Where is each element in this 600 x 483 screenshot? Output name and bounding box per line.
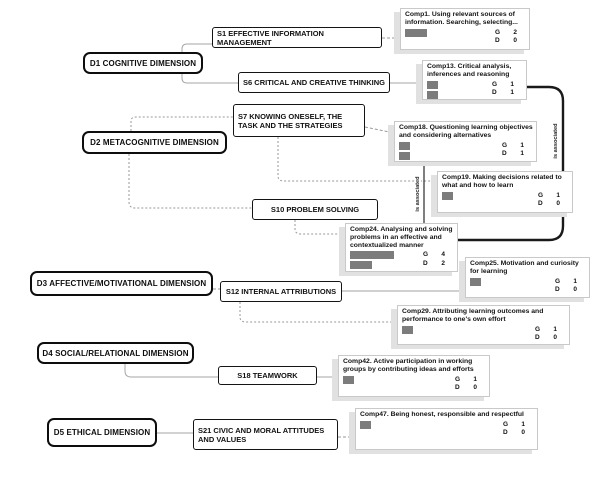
d-label: D [538,200,543,208]
groundedness-density-bars [405,29,427,39]
node-label: D1 COGNITIVE DIMENSION [89,58,197,68]
d-label: D [535,334,540,342]
g-label: G [535,325,541,333]
g-label: G [423,251,429,259]
node-comp13[interactable] [422,60,527,100]
competency-title: Comp13. Critical analysis, inferences and reasoning [427,63,512,78]
node-s21-civic-moral-attitudes[interactable] [193,419,338,450]
d-value: 0 [556,200,560,208]
node-s10-problem-solving[interactable] [252,199,378,220]
value-bar [442,192,453,200]
node-label: S10 PROBLEM SOLVING [270,205,360,214]
node-d3-affective-motivational-dimension[interactable] [30,271,213,296]
d-value: 0 [553,334,557,342]
d-value: 0 [521,429,525,437]
competency-title: Comp24. Analysing and solving problems in an effective and contextualized manner [350,226,453,249]
competency-title: Comp18. Questioning learning objectives and considering alternatives [399,124,533,139]
node-label: D4 SOCIAL/RELATIONAL DIMENSION [42,348,189,358]
d-label: D [495,37,500,45]
groundedness-density-bars [350,251,394,271]
g-value: 1 [473,375,477,383]
node-label: S6 CRITICAL AND CREATIVE THINKING [243,78,385,87]
value-bar [350,261,372,269]
d-label: D [502,150,507,158]
node-comp47[interactable] [355,408,538,450]
g-label: G [503,420,509,428]
node-s6-critical-creative-thinking[interactable] [238,72,390,93]
node-comp25[interactable] [465,257,590,298]
d-label: D [555,286,560,294]
node-s7-knowing-oneself[interactable] [233,104,365,137]
node-comp24[interactable] [345,223,458,272]
d-label: D [492,89,497,97]
value-bar [427,91,438,99]
value-bar [399,142,410,150]
d-value: 1 [520,150,524,158]
connector-s7-comp18 [365,127,394,133]
d-label: D [423,259,428,267]
groundedness-density-bars [360,421,371,431]
g-value: 1 [573,277,577,285]
connector-comp13-comp24 [458,87,563,240]
d-value: 0 [573,286,577,294]
value-bar [470,278,481,286]
node-d4-social-relational-dimension[interactable] [37,342,194,364]
node-label: S21 CIVIC AND MORAL ATTITUDES AND VALUES [198,425,325,444]
g-value: 1 [521,420,525,428]
node-comp29[interactable] [397,305,570,345]
g-value: 4 [441,251,445,259]
edge-label-is-associated: is associated [415,176,421,212]
competency-title: Comp25. Motivation and curiosity for learning [470,260,579,275]
connector-d1-s6 [182,74,238,83]
node-label: S1 EFFECTIVE INFORMATION MANAGEMENT [217,28,324,47]
value-bar [350,251,394,259]
node-d1-cognitive-dimension[interactable] [83,52,203,74]
connector-d2-s7 [131,117,233,131]
node-d5-ethical-dimension[interactable] [47,418,157,447]
groundedness-density-bars [470,278,481,288]
g-value: 1 [510,80,514,88]
connector-d4-s18 [125,364,218,377]
node-label: D2 METACOGNITIVE DIMENSION [90,138,219,147]
g-value: 1 [556,191,560,199]
connector-d2-s10 [129,154,252,208]
d-label: D [455,384,460,392]
competency-title: Comp1. Using relevant sources of information. Searching, selecting... [405,11,518,26]
node-label: S7 KNOWING ONESELF, THE TASK AND THE STRATEGIES [238,111,343,130]
node-comp18[interactable] [394,121,537,162]
g-value: 2 [513,28,517,36]
node-label: S18 TEAMWORK [237,371,298,380]
value-bar [427,81,438,89]
value-bar [399,152,410,160]
d-label: D [503,429,508,437]
node-comp1[interactable] [400,8,530,50]
value-bar [360,421,371,429]
connector-s10-comp24 [295,220,345,234]
node-s18-teamwork[interactable] [218,366,317,385]
node-label: D5 ETHICAL DIMENSION [53,428,151,437]
groundedness-density-bars [427,81,438,101]
g-label: G [495,28,501,36]
value-bar [343,376,354,384]
d-value: 2 [441,259,445,267]
node-s12-internal-attributions[interactable] [220,281,342,302]
d-value: 1 [510,89,514,97]
g-value: 1 [520,141,524,149]
node-label: D3 AFFECTIVE/MOTIVATIONAL DIMENSION [36,279,207,288]
competency-title: Comp29. Attributing learning outcomes and performance to one's own effort [402,308,544,323]
connector-s12-comp29 [240,302,397,322]
g-label: G [502,141,508,149]
d-value: 0 [473,384,477,392]
value-bar [402,326,413,334]
g-label: G [455,375,461,383]
groundedness-density-bars [399,142,410,162]
groundedness-density-bars [343,376,354,386]
edge-label-is-associated: is associated [553,123,559,159]
groundedness-density-bars [402,326,413,336]
groundedness-density-bars [442,192,453,202]
competency-title: Comp47. Being honest, responsible and respectful [360,411,524,418]
node-d2-metacognitive-dimension[interactable] [82,131,227,154]
g-label: G [555,277,561,285]
d-value: 0 [513,37,517,45]
g-label: G [492,80,498,88]
g-value: 1 [553,325,557,333]
node-comp42[interactable] [338,355,490,397]
competency-title: Comp19. Making decisions related to what and how to learn [442,174,562,189]
value-bar [405,29,427,37]
competency-title: Comp42. Active participation in working groups by contributing ideas and efforts [343,358,474,373]
node-label: S12 INTERNAL ATTRIBUTIONS [225,287,337,296]
g-label: G [538,191,544,199]
node-comp19[interactable] [437,171,573,213]
node-s1-effective-information-management[interactable] [212,27,382,48]
